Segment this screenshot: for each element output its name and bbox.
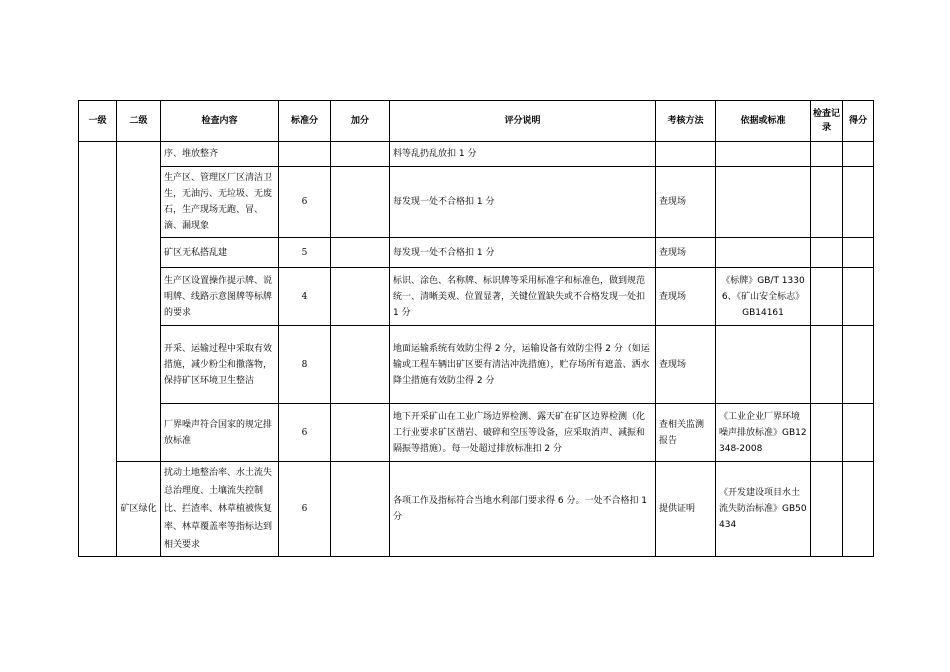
method-cell: 查现场	[656, 326, 716, 404]
score-cell: 5	[279, 238, 331, 268]
basis-cell: 《开发建设项目水土流失防治标准》GB50434	[716, 462, 811, 557]
table-row	[79, 238, 874, 268]
score-cell: 6	[279, 167, 331, 238]
header-level1: 一级	[79, 101, 117, 142]
bonus-cell	[331, 238, 390, 268]
bonus-cell	[331, 142, 390, 167]
record-cell	[811, 462, 843, 557]
basis-cell	[716, 238, 811, 268]
table-row	[79, 404, 874, 462]
method-cell: 查现场	[656, 268, 716, 326]
record-cell	[811, 238, 843, 268]
table-row	[79, 167, 874, 238]
level2-cell: 矿区绿化	[117, 462, 161, 557]
level1-cell	[79, 142, 117, 557]
table-row	[79, 142, 874, 167]
record-cell	[811, 142, 843, 167]
table-row	[79, 326, 874, 404]
bonus-cell	[331, 326, 390, 404]
description-cell: 各项工作及指标符合当地水利部门要求得 6 分。一处不合格扣 1 分	[390, 462, 656, 557]
content-cell: 矿区无私搭乱建	[161, 238, 279, 268]
description-cell: 料等乱扔乱放扣 1 分	[390, 142, 656, 167]
content-cell: 生产区、管理区厂区清洁卫生，无油污、无垃圾、无废石，生产现场无跑、冒、滴、漏现象	[161, 167, 279, 238]
method-cell	[656, 142, 716, 167]
got-score-cell	[843, 326, 874, 404]
record-cell	[811, 268, 843, 326]
level2-cell	[117, 142, 161, 462]
bonus-cell	[331, 404, 390, 462]
content-cell: 生产区设置操作提示牌、说明牌、线路示意图牌等标牌的要求	[161, 268, 279, 326]
bonus-cell	[331, 167, 390, 238]
got-score-cell	[843, 167, 874, 238]
method-cell: 查现场	[656, 167, 716, 238]
bonus-cell	[331, 462, 390, 557]
got-score-cell	[843, 462, 874, 557]
header-record: 检查记录	[811, 101, 843, 142]
method-cell: 查现场	[656, 238, 716, 268]
got-score-cell	[843, 142, 874, 167]
content-cell: 开采、运输过程中采取有效措施，减少粉尘和撒落物，保持矿区环境卫生整洁	[161, 326, 279, 404]
score-cell: 6	[279, 462, 331, 557]
header-got-score: 得分	[843, 101, 874, 142]
got-score-cell	[843, 404, 874, 462]
table-row	[79, 462, 874, 557]
description-cell: 每发现一处不合格扣 1 分	[390, 167, 656, 238]
basis-cell	[716, 142, 811, 167]
description-cell: 标识、涂色、名称牌、标识牌等采用标准字和标准色，做到规范统一、清晰美观、位置显著，关键位置缺失或不合格发现一处扣 1 分	[390, 268, 656, 326]
basis-cell: 《工业企业厂界环境噪声排放标准》GB12348-2008	[716, 404, 811, 462]
record-cell	[811, 404, 843, 462]
inspection-table	[78, 100, 874, 557]
header-basis: 依据或标准	[716, 101, 811, 142]
header-bonus: 加分	[331, 101, 390, 142]
got-score-cell	[843, 238, 874, 268]
score-cell	[279, 142, 331, 167]
content-cell: 厂界噪声符合国家的规定排放标准	[161, 404, 279, 462]
record-cell	[811, 326, 843, 404]
table-row	[79, 268, 874, 326]
method-cell: 查相关监测报告	[656, 404, 716, 462]
got-score-cell	[843, 268, 874, 326]
header-content: 检查内容	[161, 101, 279, 142]
basis-cell	[716, 326, 811, 404]
content-cell: 扰动土地整治率、水土流失总治理度、土壤流失控制比、拦渣率、林草植被恢复率、林草覆盖率等指标达到相关要求	[161, 462, 279, 557]
header-standard-score: 标准分	[279, 101, 331, 142]
basis-cell: 《标牌》GB/T 13306、《矿山安全标志》GB14161	[716, 268, 811, 326]
record-cell	[811, 167, 843, 238]
method-cell: 提供证明	[656, 462, 716, 557]
bonus-cell	[331, 268, 390, 326]
header-description: 评分说明	[390, 101, 656, 142]
header-row	[79, 101, 874, 142]
description-cell: 地下开采矿山在工业广场边界检测、露天矿在矿区边界检测（化工行业要求矿区凿岩、破碎和空压等设备，应采取消声、减振和隔振等措施）。每一处超过排放标准扣 2 分	[390, 404, 656, 462]
score-cell: 4	[279, 268, 331, 326]
description-cell: 地面运输系统有效防尘得 2 分，运输设备有效防尘得 2 分（如运输或工程车辆出矿区要有清洁冲洗措施），贮存场所有遮盖、洒水降尘措施有效防尘得 2 分	[390, 326, 656, 404]
description-cell: 每发现一处不合格扣 1 分	[390, 238, 656, 268]
header-level2: 二级	[117, 101, 161, 142]
score-cell: 8	[279, 326, 331, 404]
score-cell: 6	[279, 404, 331, 462]
basis-cell	[716, 167, 811, 238]
header-method: 考核方法	[656, 101, 716, 142]
content-cell: 序、堆放整齐	[161, 142, 279, 167]
